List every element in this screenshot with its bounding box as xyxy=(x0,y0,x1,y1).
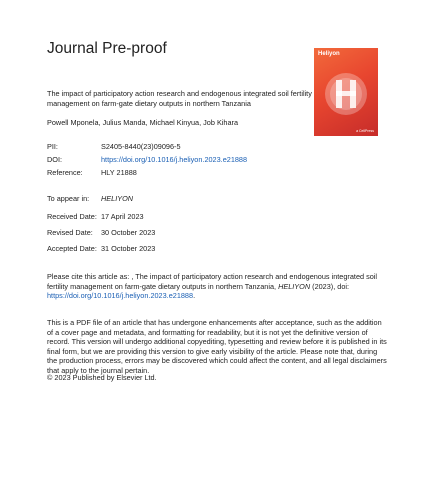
citation-text-part2: (2023), doi: xyxy=(310,281,350,291)
appear-label: To appear in: xyxy=(47,194,90,203)
cover-footer-label: a CellPress xyxy=(356,129,374,133)
cover-brand-label: Heliyon xyxy=(318,51,340,57)
appear-value: HELIYON xyxy=(101,194,134,203)
received-value: 17 April 2023 xyxy=(101,212,144,221)
citation-journal: HELIYON xyxy=(278,281,311,291)
citation-end: . xyxy=(193,291,196,301)
article-title: The impact of participatory action research and endogenous integrated soil fertility management on farm-gate dietary outputs in northern Tanzania xyxy=(47,89,312,108)
revised-row xyxy=(47,228,155,237)
reference-row xyxy=(47,168,137,177)
accepted-label: Accepted Date: xyxy=(47,244,97,253)
reference-value: HLY 21888 xyxy=(101,168,137,177)
cover-h-logo-icon xyxy=(314,48,378,136)
citation-paragraph xyxy=(47,272,387,301)
accepted-row xyxy=(47,244,155,253)
disclaimer-paragraph: This is a PDF file of an article that has undergone enhancements after acceptance, such as the addition of a cover page and metadata, and formatting for readability, but it is not yet the definitive version of record. This version will undergo additional copyediting, typesetting and review before it is published in its final form, but we are providing this version to give early visibility of the article. Please note that, during the production process, errors may be discovered which could affect the content, and all legal disclaimers that apply to the journal pertain. xyxy=(47,318,387,375)
article-authors: Powell Mponela, Julius Manda, Michael Kinyua, Job Kihara xyxy=(47,118,239,127)
pii-value: S2405-8440(23)09096-5 xyxy=(101,142,181,151)
doi-row xyxy=(47,155,247,164)
pii-label: PII: xyxy=(47,142,58,151)
revised-value: 30 October 2023 xyxy=(101,228,156,237)
pii-row xyxy=(47,142,181,151)
doi-label: DOI: xyxy=(47,155,62,164)
received-label: Received Date: xyxy=(47,212,97,221)
citation-doi-link[interactable]: https://doi.org/10.1016/j.heliyon.2023.e21888 xyxy=(47,291,194,301)
doi-link[interactable]: https://doi.org/10.1016/j.heliyon.2023.e21888 xyxy=(101,155,248,164)
citation-text-part1: Please cite this article as: , The impact of participatory action research and endogenous integrated soil fertility management on farm-gate dietary outputs in northern Tanzania, xyxy=(47,272,378,291)
accepted-value: 31 October 2023 xyxy=(101,244,156,253)
copyright-notice: © 2023 Published by Elsevier Ltd. xyxy=(47,373,157,382)
revised-label: Revised Date: xyxy=(47,228,93,237)
reference-label: Reference: xyxy=(47,168,83,177)
journal-title: Journal Pre-proof xyxy=(47,40,167,57)
journal-cover-image xyxy=(314,48,378,136)
appear-row xyxy=(47,194,133,203)
received-row xyxy=(47,212,144,221)
